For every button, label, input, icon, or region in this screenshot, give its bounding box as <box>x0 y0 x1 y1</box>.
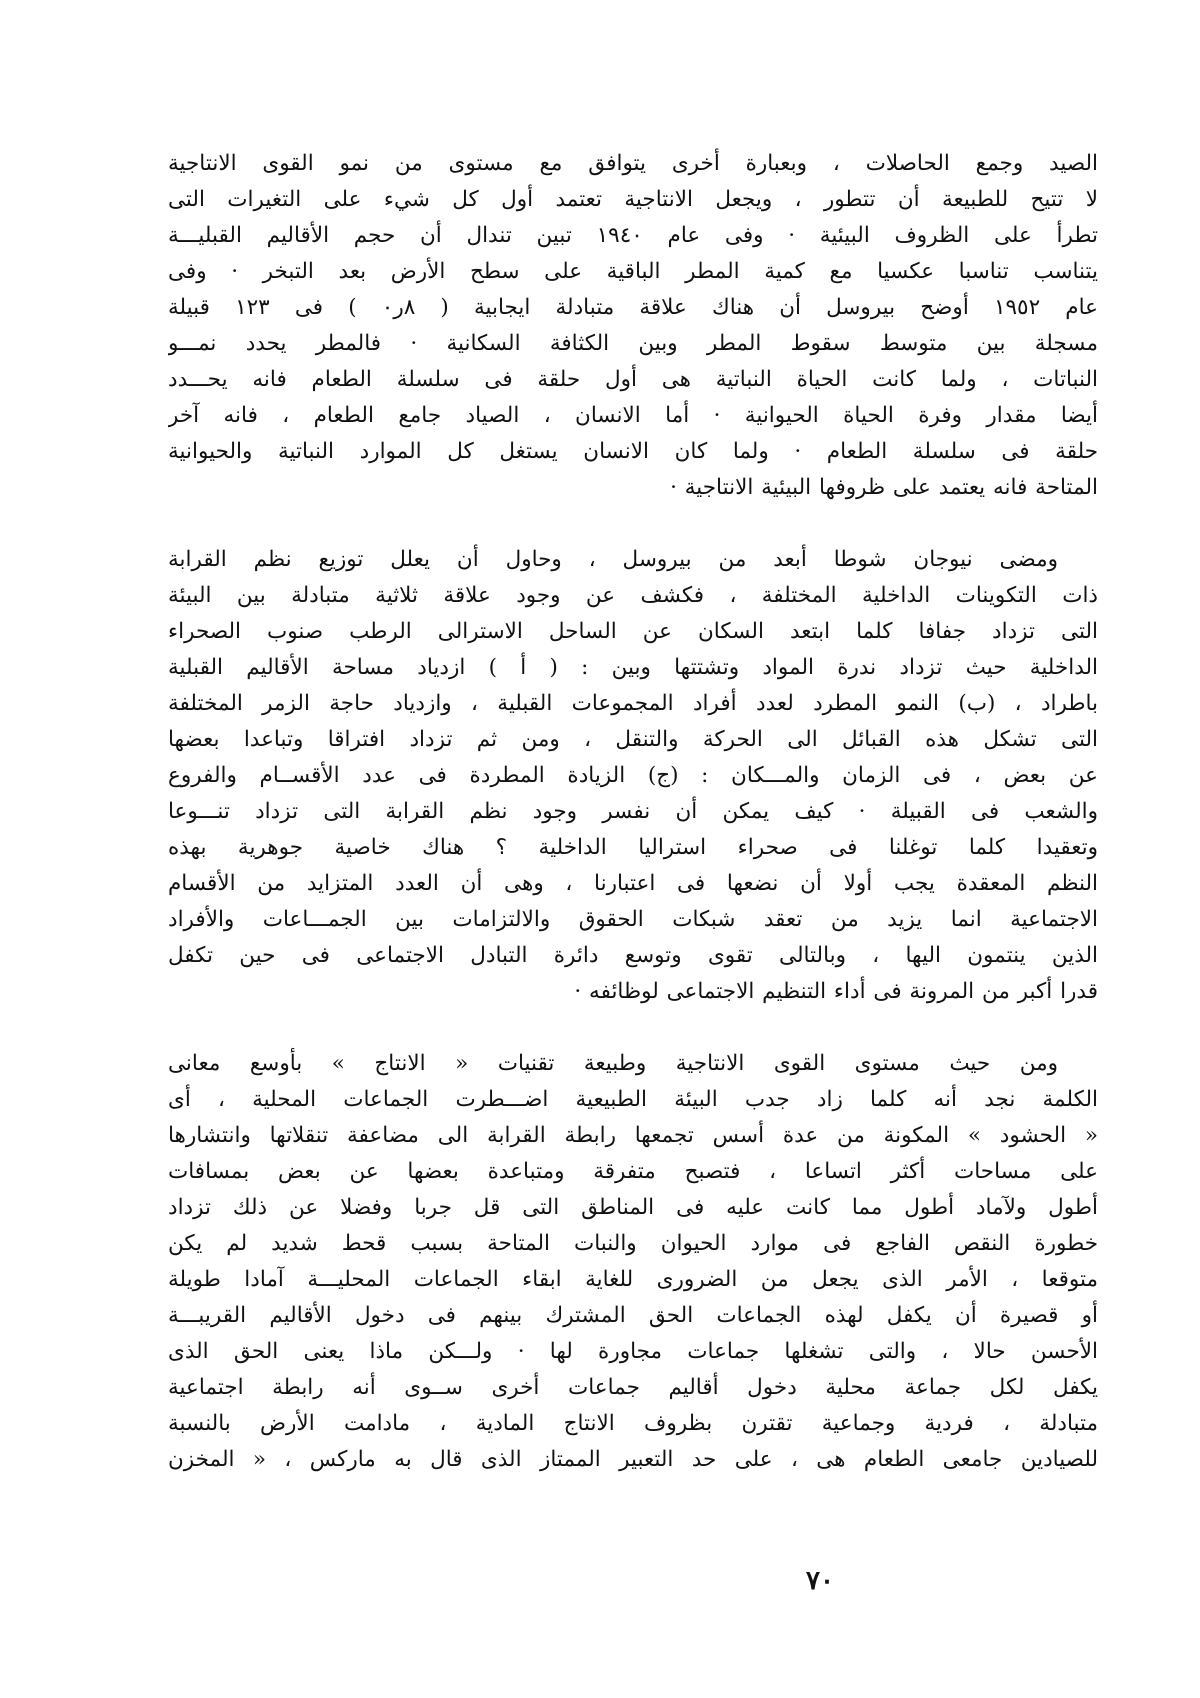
text-line: الذين ينتمون اليها ، وبالتالى تقوى وتوسع دائرة التبادل الاجتماعى فى حين تكفل <box>168 943 1098 968</box>
text-line: وتعقيدا كلما توغلنا فى صحراء استراليا الداخلية ؟ هناك خاصية جوهرية بهذه <box>168 835 1098 860</box>
text-line: والشعب فى القبيلة · كيف يمكن أن نفسر وجود نظم القرابة التى تزداد تنـــوعا <box>168 799 1098 824</box>
text-line: التى تزداد جفافا كلما ابتعد السكان عن الساحل الاسترالى الرطب صنوب الصحراء <box>168 619 1098 644</box>
text-line: الكلمة نجد أنه كلما زاد جدب البيئة الطبيعية اضـــطرت الجماعات المحلية ، أى <box>168 1087 1098 1112</box>
text-line: خطورة النقص الفاجع فى موارد الحيوان والنبات المتاحة بسبب قحط شديد لم يكن <box>168 1231 1098 1256</box>
text-line: قدرا أكبر من المرونة فى أداء التنظيم الاجتماعى لوظائفه · <box>574 979 1098 1004</box>
text-line: الصيد وجمع الحاصلات ، وبعبارة أخرى يتوافق مع مستوى من نمو القوى الانتاجية <box>168 151 1098 176</box>
text-line: تطرأ على الظروف البيئية · وفى عام ١٩٤٠ تبين تندال أن حجم الأقاليم القبليـــة <box>168 223 1098 248</box>
text-line: ومضى نيوجان شوطا أبعد من بيروسل ، وحاول أن يعلل توزيع نظم القرابة <box>168 547 1058 572</box>
text-line: المتاحة فانه يعتمد على ظروفها البيئية الانتاجية · <box>670 475 1098 500</box>
text-line: مسجلة بين متوسط سقوط المطر وبين الكثافة السكانية · فالمطر يحدد نمـــو <box>168 331 1098 356</box>
text-line: أيضا مقدار وفرة الحياة الحيوانية · أما الانسان ، الصياد جامع الطعام ، فانه آخر <box>168 403 1098 428</box>
paragraph-2 <box>168 542 1098 1010</box>
text-line: ومن حيث مستوى القوى الانتاجية وطبيعة تقنيات « الانتاج » بأوسع معانى <box>168 1051 1058 1076</box>
text-line: متوقعا ، الأمر الذى يجعل من الضرورى للغاية ابقاء الجماعات المحليـــة آمادا طويلة <box>168 1267 1098 1292</box>
text-line: أو قصيرة أن يكفل لهذه الجماعات الحق المشترك بينهم فى دخول الأقاليم القريبـــة <box>168 1303 1098 1328</box>
text-line: يتناسب تناسبا عكسيا مع كمية المطر الباقية على سطح الأرض بعد التبخر · وفى <box>168 259 1098 284</box>
text-line: متبادلة ، فردية وجماعية تقترن بظروف الانتاج المادية ، مادامت الأرض بالنسبة <box>168 1411 1098 1436</box>
text-line: باطراد ، (ب) النمو المطرد لعدد أفراد المجموعات القبلية ، وازدياد حاجة الزمر المختلفة <box>168 691 1098 716</box>
text-line: « الحشود » المكونة من عدة أسس تجمعها رابطة القرابة الى مضاعفة تنقلاتها وانتشارها <box>168 1123 1098 1148</box>
text-line: الاجتماعية انما يزيد من تعقد شبكات الحقوق والالتزامات بين الجمـــاعات والأفراد <box>168 907 1098 932</box>
text-line: للصيادين جامعى الطعام هى ، على حد التعبير الممتاز الذى قال به ماركس ، « المخزن <box>168 1447 1098 1472</box>
paragraph-3 <box>168 1046 1098 1478</box>
text-line: التى تشكل هذه القبائل الى الحركة والتنقل ، ومن ثم تزداد افتراقا وتباعدا بعضها <box>168 727 1098 752</box>
text-line: أطول ولآماد أطول مما كانت عليه فى المناطق التى قل جربا وفضلا عن ذلك تزداد <box>168 1195 1098 1220</box>
text-line: الأحسن حالا ، والتى تشغلها جماعات مجاورة لها · ولـــكن ماذا يعنى الحق الذى <box>168 1339 1098 1364</box>
page-number: ٧٠ <box>806 1566 834 1596</box>
text-line: حلقة فى سلسلة الطعام · ولما كان الانسان يستغل كل الموارد النباتية والحيوانية <box>168 439 1098 464</box>
text-line: على مساحات أكثر اتساعا ، فتصبح متفرقة ومتباعدة بعضها عن بعض بمسافات <box>168 1159 1098 1184</box>
text-line: ذات التكوينات الداخلية المختلفة ، فكشف عن وجود علاقة ثلاثية متبادلة بين البيئة <box>168 583 1098 608</box>
text-line: يكفل لكل جماعة محلية دخول أقاليم جماعات أخرى ســوى أنه رابطة اجتماعية <box>168 1375 1098 1400</box>
text-line: النباتات ، ولما كانت الحياة النباتية هى أول حلقة فى سلسلة الطعام فانه يحـــدد <box>168 367 1098 392</box>
paragraph-1 <box>168 146 1098 506</box>
text-line: لا تتيح للطبيعة أن تتطور ، ويجعل الانتاجية تعتمد أول كل شيء على التغيرات التى <box>168 187 1098 212</box>
text-line: الداخلية حيث تزداد ندرة المواد وتشتتها وبين : ( أ ) ازدياد مساحة الأقاليم القبلية <box>168 655 1098 680</box>
text-line: النظم المعقدة يجب أولا أن نضعها فى اعتبارنا ، وهى أن العدد المتزايد من الأقسام <box>168 871 1098 896</box>
text-line: عن بعض ، فى الزمان والمـــكان : (ج) الزيادة المطردة فى عدد الأقســام والفروع <box>168 763 1098 788</box>
text-line: عام ١٩٥٢ أوضح بيروسل أن هناك علاقة متبادلة ايجابية ( ٨ر٠ ) فى ١٢٣ قبيلة <box>168 295 1098 320</box>
